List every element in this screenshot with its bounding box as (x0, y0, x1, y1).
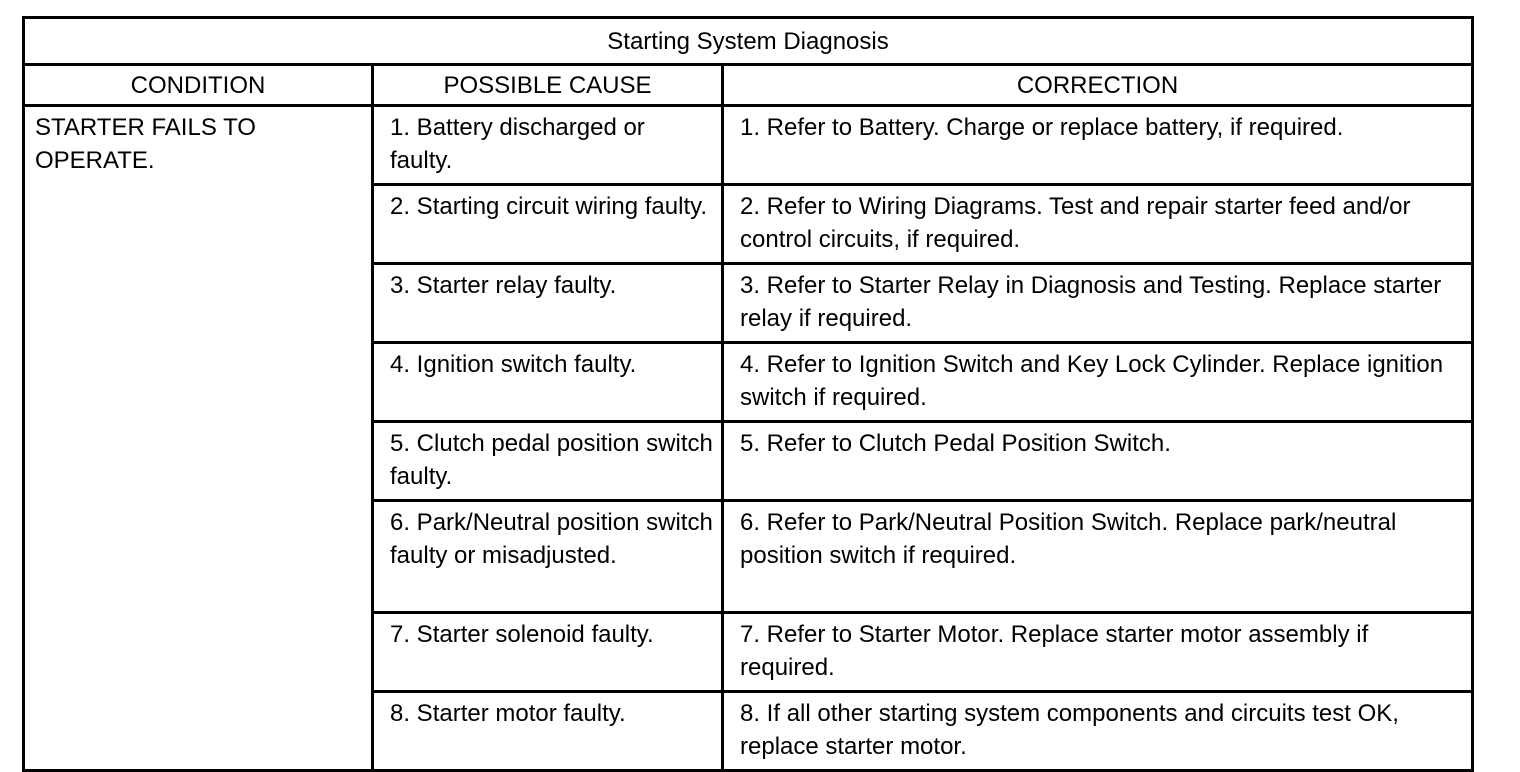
correction-cell: 4. Refer to Ignition Switch and Key Lock Cylinder. Replace ignition switch if required. (723, 343, 1473, 422)
header-possible-cause: POSSIBLE CAUSE (373, 65, 723, 106)
table-title: Starting System Diagnosis (24, 18, 1473, 65)
title-row (24, 18, 1473, 65)
correction-cell: 6. Refer to Park/Neutral Position Switch. Replace park/neutral position switch if required. (723, 501, 1473, 613)
correction-cell: 7. Refer to Starter Motor. Replace starter motor assembly if required. (723, 613, 1473, 692)
header-row (24, 65, 1473, 106)
table-row (24, 106, 1473, 185)
correction-cell: 5. Refer to Clutch Pedal Position Switch. (723, 422, 1473, 501)
cause-cell: 2. Starting circuit wiring faulty. (373, 185, 723, 264)
correction-cell: 3. Refer to Starter Relay in Diagnosis and Testing. Replace starter relay if required. (723, 264, 1473, 343)
correction-cell: 2. Refer to Wiring Diagrams. Test and repair starter feed and/or control circuits, if required. (723, 185, 1473, 264)
cause-cell: 3. Starter relay faulty. (373, 264, 723, 343)
cause-cell: 8. Starter motor faulty. (373, 692, 723, 771)
correction-cell: 8. If all other starting system components and circuits test OK, replace starter motor. (723, 692, 1473, 771)
diagnosis-table (22, 16, 1474, 772)
header-condition: CONDITION (24, 65, 373, 106)
header-correction: CORRECTION (723, 65, 1473, 106)
cause-cell: 5. Clutch pedal position switch faulty. (373, 422, 723, 501)
cause-cell: 7. Starter solenoid faulty. (373, 613, 723, 692)
cause-cell: 1. Battery discharged or faulty. (373, 106, 723, 185)
cause-cell: 4. Ignition switch faulty. (373, 343, 723, 422)
correction-cell: 1. Refer to Battery. Charge or replace battery, if required. (723, 106, 1473, 185)
cause-cell: 6. Park/Neutral position switch faulty or misadjusted. (373, 501, 723, 613)
condition-cell: STARTER FAILS TO OPERATE. (24, 106, 373, 771)
